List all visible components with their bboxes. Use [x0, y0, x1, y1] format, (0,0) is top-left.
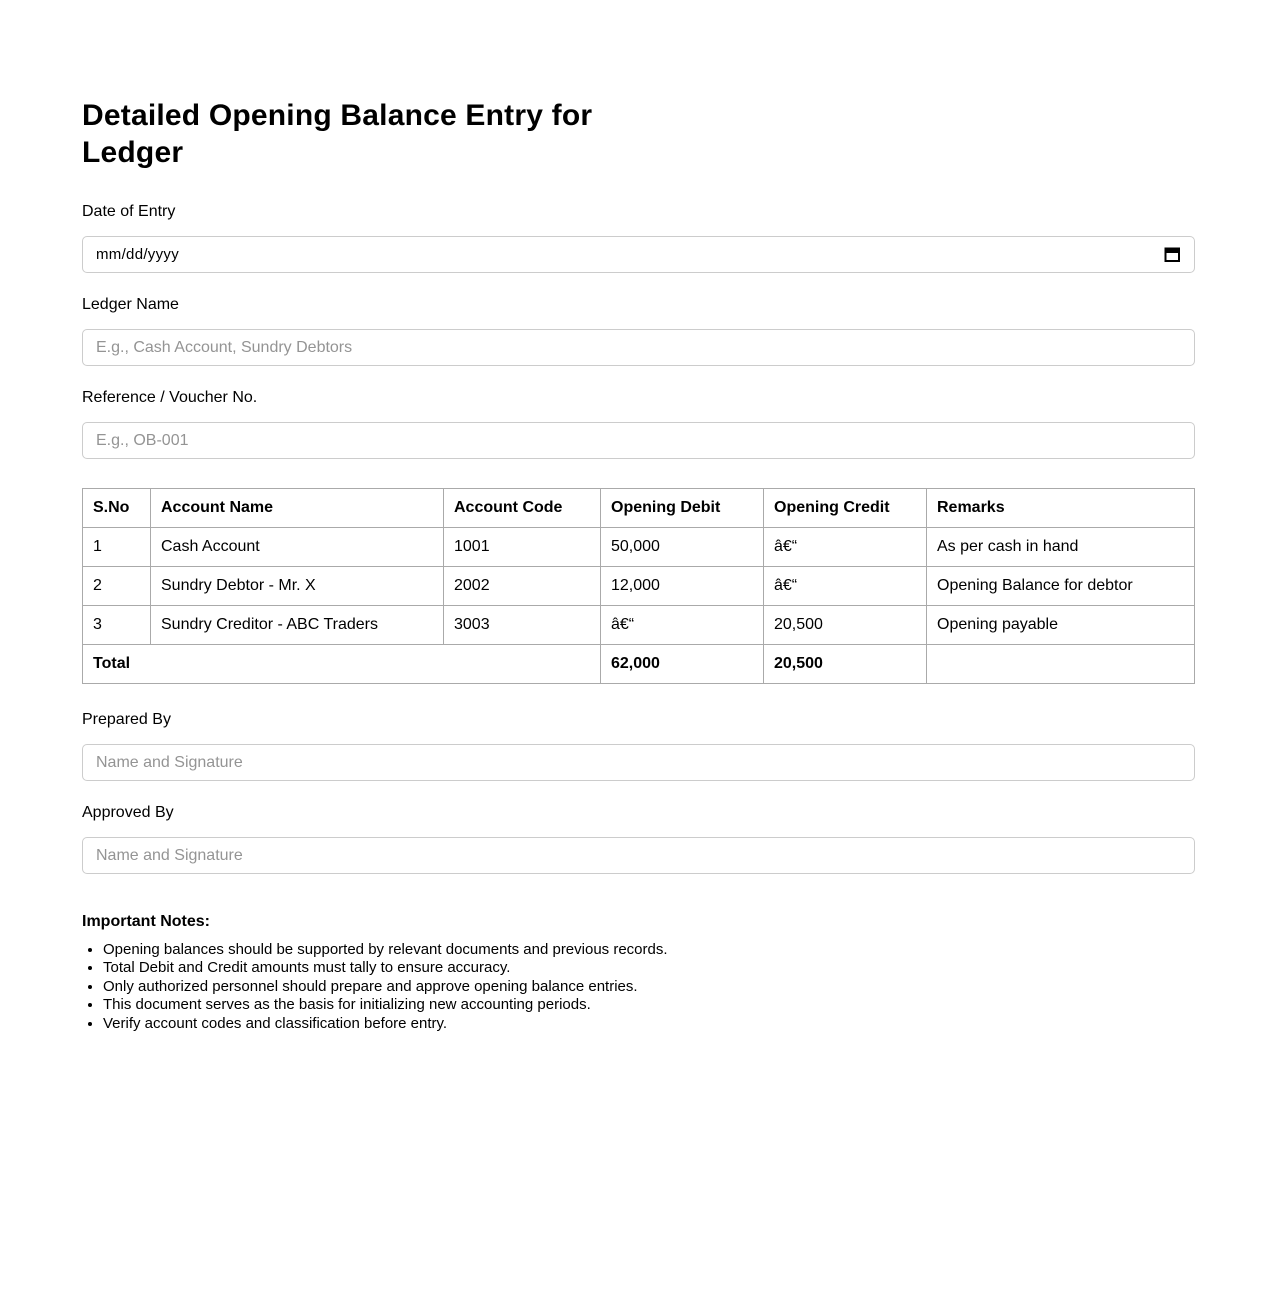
ledger-name-input[interactable] — [82, 329, 1195, 366]
date-value: mm/dd/yyyy — [96, 246, 180, 263]
table-row — [83, 606, 1195, 645]
cell-opening-credit: â€“ — [764, 528, 927, 567]
cell-remarks: Opening Balance for debtor — [927, 567, 1195, 606]
cell-account-name: Sundry Creditor - ABC Traders — [151, 606, 444, 645]
approved-by-label: Approved By — [82, 804, 174, 821]
form-container — [82, 0, 1195, 1033]
note-item: • Opening balances should be supported by relevant documents and previous records. — [103, 941, 1195, 959]
column-header-opening-debit: Opening Debit — [601, 489, 764, 528]
opening-balance-table — [82, 488, 1195, 684]
page-title: Detailed Opening Balance Entry for Ledger — [82, 99, 593, 169]
note-item: • Total Debit and Credit amounts must tally to ensure accuracy. — [103, 959, 1195, 977]
reference-voucher-input[interactable] — [82, 422, 1195, 459]
cell-opening-credit: â€“ — [764, 567, 927, 606]
column-header-opening-credit: Opening Credit — [764, 489, 927, 528]
cell-opening-credit: 20,500 — [764, 606, 927, 645]
date-input[interactable] — [82, 236, 1195, 273]
cell-remarks: Opening payable — [927, 606, 1195, 645]
prepared-by-label: Prepared By — [82, 711, 171, 728]
column-header-sno: S.No — [83, 489, 151, 528]
total-remarks — [927, 645, 1195, 684]
cell-remarks: As per cash in hand — [927, 528, 1195, 567]
cell-opening-debit: â€“ — [601, 606, 764, 645]
cell-opening-debit: 12,000 — [601, 567, 764, 606]
cell-account-code: 2002 — [444, 567, 601, 606]
total-credit: 20,500 — [764, 645, 927, 684]
date-of-entry-label: Date of Entry — [82, 203, 176, 220]
calendar-icon[interactable] — [1164, 246, 1181, 263]
cell-account-name: Sundry Debtor - Mr. X — [151, 567, 444, 606]
note-item: • This document serves as the basis for initializing new accounting periods. — [103, 996, 1195, 1014]
cell-sno: 3 — [83, 606, 151, 645]
important-notes-heading: Important Notes: — [82, 913, 210, 930]
table-total-row — [83, 645, 1195, 684]
column-header-remarks: Remarks — [927, 489, 1195, 528]
cell-sno: 1 — [83, 528, 151, 567]
cell-sno: 2 — [83, 567, 151, 606]
reference-voucher-label: Reference / Voucher No. — [82, 389, 258, 406]
table-row — [83, 567, 1195, 606]
note-item: • Verify account codes and classification before entry. — [103, 1015, 1195, 1033]
ledger-name-label: Ledger Name — [82, 296, 179, 313]
column-header-account-name: Account Name — [151, 489, 444, 528]
table-header-row — [83, 489, 1195, 528]
total-label: Total — [83, 645, 601, 684]
cell-opening-debit: 50,000 — [601, 528, 764, 567]
total-debit: 62,000 — [601, 645, 764, 684]
cell-account-code: 1001 — [444, 528, 601, 567]
important-notes-list — [82, 941, 1195, 1033]
cell-account-code: 3003 — [444, 606, 601, 645]
cell-account-name: Cash Account — [151, 528, 444, 567]
prepared-by-input[interactable] — [82, 744, 1195, 781]
table-row — [83, 528, 1195, 567]
note-item: • Only authorized personnel should prepare and approve opening balance entries. — [103, 978, 1195, 996]
column-header-account-code: Account Code — [444, 489, 601, 528]
approved-by-input[interactable] — [82, 837, 1195, 874]
